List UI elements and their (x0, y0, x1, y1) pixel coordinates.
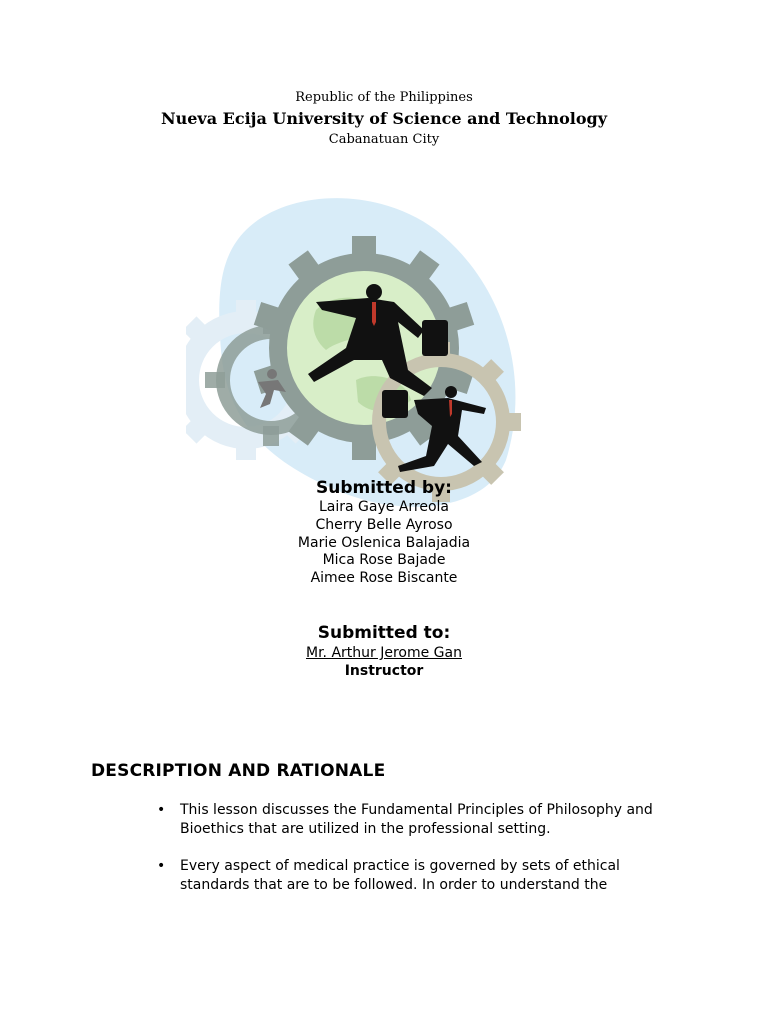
bullet-icon: • (157, 858, 166, 874)
member-name: Aimee Rose Biscante (310, 570, 458, 586)
header-city: Cabanatuan City (328, 132, 440, 147)
bullet-list (157, 0, 677, 1024)
instructor-name: Mr. Arthur Jerome Gan (306, 645, 462, 661)
header-republic: Republic of the Philippines (295, 90, 473, 105)
submitted-by-heading: Submitted by: (316, 478, 452, 498)
header-university: Nueva Ecija University of Science and Technology (160, 109, 608, 128)
instructor-role: Instructor (344, 663, 424, 679)
bullet-text: This lesson discusses the Fundamental Principles of Philosophy and Bioethics that are utilized in the professional setting. (180, 802, 653, 837)
member-name: Marie Oslenica Balajadia (297, 535, 471, 551)
member-name: Cherry Belle Ayroso (315, 517, 453, 533)
bullet-text: Every aspect of medical practice is governed by sets of ethical standards that are to be followed. In order to understand the (180, 858, 620, 893)
bullet-icon: • (157, 802, 166, 818)
submitted-to-heading: Submitted to: (317, 623, 451, 643)
section-heading: DESCRIPTION AND RATIONALE (91, 761, 386, 781)
member-name: Laira Gaye Arreola (318, 499, 449, 515)
member-name: Mica Rose Bajade (322, 552, 446, 568)
